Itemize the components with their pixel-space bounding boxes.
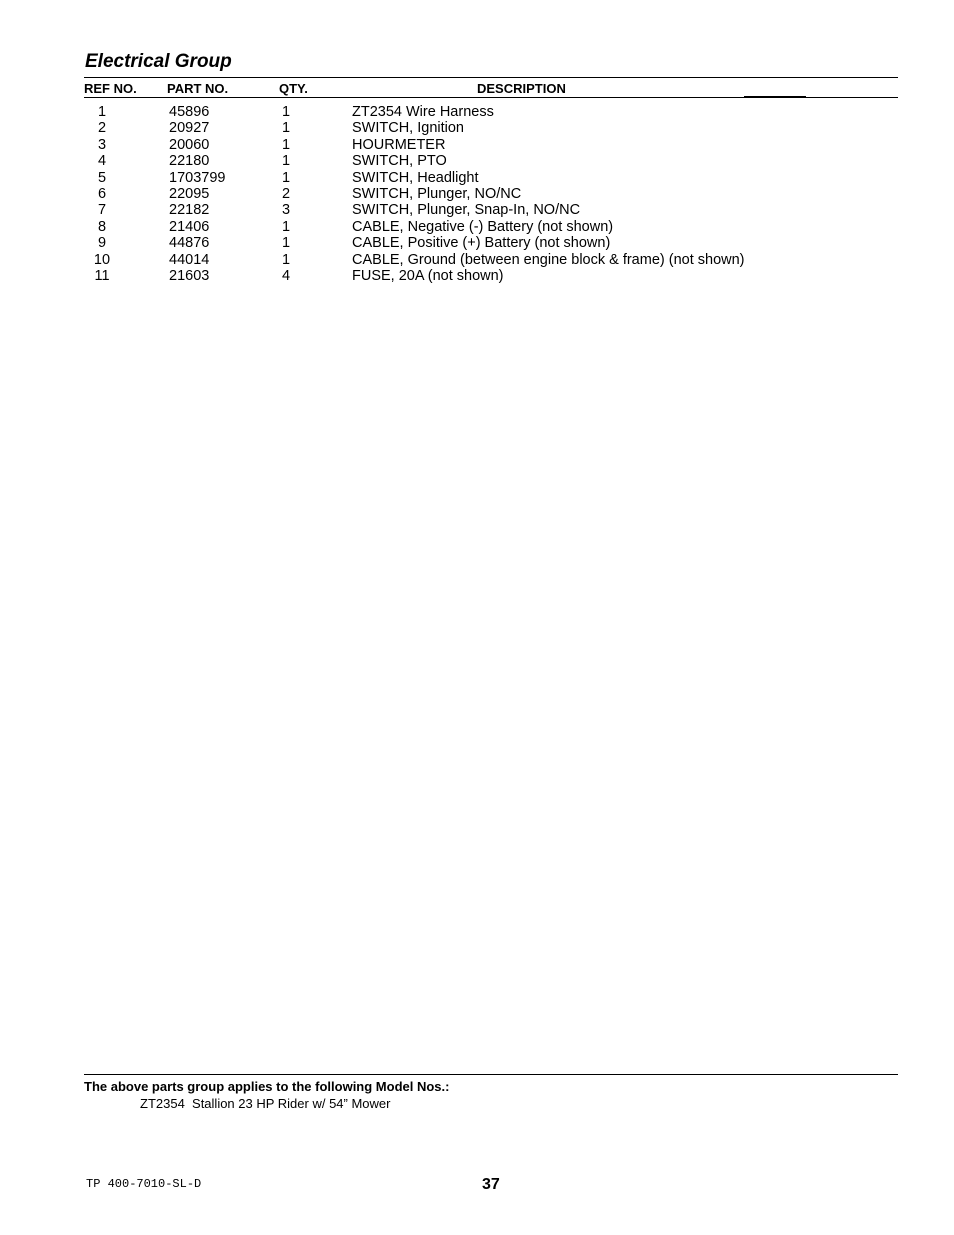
ref-no-cell: 2 <box>97 120 107 137</box>
table-row <box>0 186 954 202</box>
part-no-cell: 45896 <box>169 104 210 120</box>
description-cell: CABLE, Ground (between engine block & frame) (not shown) <box>352 251 745 268</box>
description-cell: ZT2354 Wire Harness <box>352 104 494 120</box>
ref-no-cell: 8 <box>97 218 107 235</box>
ref-no-cell: 7 <box>97 202 107 219</box>
table-row <box>0 120 954 136</box>
qty-cell: 3 <box>281 202 291 219</box>
table-row <box>0 219 954 235</box>
header-top-rule <box>84 77 898 78</box>
part-no-cell: 22095 <box>169 185 210 202</box>
page-title: Electrical Group <box>85 51 232 72</box>
qty-cell: 1 <box>281 153 291 170</box>
ref-no-cell: 6 <box>97 185 107 202</box>
ref-no-cell: 10 <box>93 251 111 268</box>
description-cell: SWITCH, Plunger, NO/NC <box>352 185 522 202</box>
part-no-cell: 22182 <box>169 202 210 219</box>
table-row <box>0 202 954 218</box>
part-no-cell: 20060 <box>169 136 210 153</box>
description-cell: SWITCH, Headlight <box>352 169 479 186</box>
description-cell: FUSE, 20A (not shown) <box>352 267 504 284</box>
model-number: ZT2354 Stallion 23 HP Rider w/ 54” Mower <box>140 1096 391 1111</box>
table-row <box>0 137 954 153</box>
column-header-qty: QTY. <box>279 81 308 96</box>
qty-cell: 4 <box>281 267 291 284</box>
ref-no-cell: 9 <box>97 235 107 252</box>
description-cell: HOURMETER <box>352 136 446 153</box>
part-no-cell: 20927 <box>169 120 210 137</box>
part-no-cell: 44876 <box>169 235 210 252</box>
ref-no-cell: 11 <box>94 267 110 284</box>
table-row <box>0 170 954 186</box>
description-cell: SWITCH, PTO <box>352 153 447 170</box>
ref-no-cell: 4 <box>97 153 107 170</box>
column-header-description: DESCRIPTION <box>477 81 566 96</box>
table-row <box>0 252 954 268</box>
description-cell: SWITCH, Plunger, Snap-In, NO/NC <box>352 202 581 219</box>
qty-cell: 1 <box>281 235 291 252</box>
qty-cell: 1 <box>281 120 291 137</box>
column-header-part-no: PART NO. <box>167 81 229 96</box>
ref-no-cell: 5 <box>97 169 107 186</box>
page-number: 37 <box>482 1176 500 1193</box>
description-cell: CABLE, Positive (+) Battery (not shown) <box>352 235 611 252</box>
qty-cell: 1 <box>281 169 291 186</box>
part-no-cell: 21406 <box>169 218 210 235</box>
qty-cell: 1 <box>281 104 291 120</box>
qty-cell: 2 <box>281 185 291 202</box>
qty-cell: 1 <box>281 218 291 235</box>
document-id: TP 400-7010-SL-D <box>86 1177 202 1191</box>
header-rule-accent <box>744 96 806 97</box>
table-row <box>0 104 954 120</box>
ref-no-cell: 3 <box>97 136 107 153</box>
table-row <box>0 235 954 251</box>
qty-cell: 1 <box>281 251 291 268</box>
table-row <box>0 153 954 169</box>
description-cell: CABLE, Negative (-) Battery (not shown) <box>352 218 614 235</box>
table-row <box>0 268 954 284</box>
header-bottom-rule <box>84 97 898 98</box>
ref-no-cell: 1 <box>97 104 107 120</box>
parts-table <box>0 104 954 284</box>
part-no-cell: 21603 <box>169 267 210 284</box>
model-applicability-note: The above parts group applies to the following Model Nos.: <box>84 1079 450 1094</box>
column-header-ref-no: REF NO. <box>84 81 137 96</box>
part-no-cell: 44014 <box>169 251 210 268</box>
qty-cell: 1 <box>281 136 291 153</box>
part-no-cell: 22180 <box>169 153 210 170</box>
footer-rule <box>84 1074 898 1075</box>
description-cell: SWITCH, Ignition <box>352 120 464 137</box>
part-no-cell: 1703799 <box>169 169 226 186</box>
